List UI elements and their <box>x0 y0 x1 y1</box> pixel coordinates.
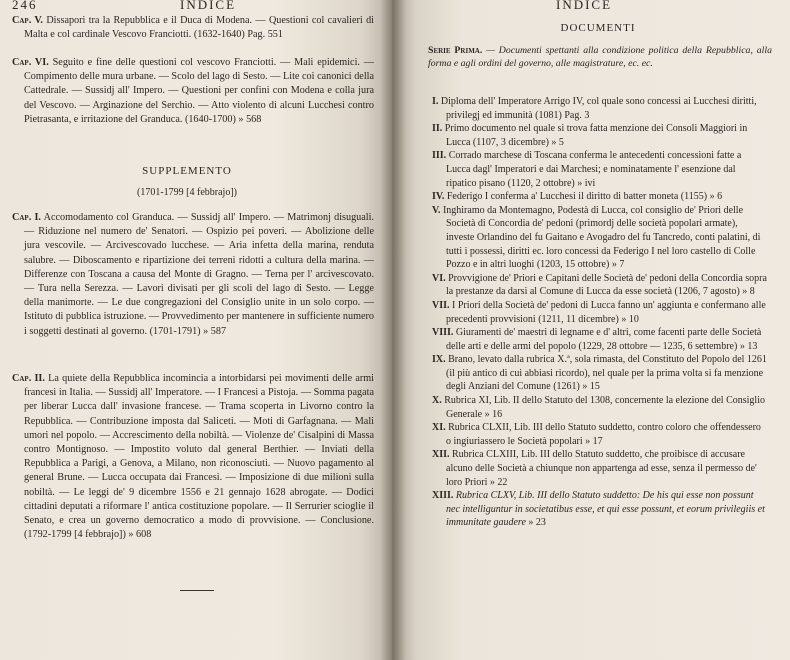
document-entry <box>432 394 768 421</box>
document-page-ref: » 10 <box>621 313 639 325</box>
document-text: Corrado marchese di Toscana conferma le antecedenti concessioni fatte a Lucca dagl' Imperatori e dai Marchesi; e nominatamente l' esenzione dal ripatico pisano (1120, 2 ottobre) <box>446 150 742 189</box>
document-page-ref: » 15 <box>582 381 600 393</box>
supplement-title: SUPPLEMENTO <box>142 165 232 177</box>
entry-label: Cap. I. <box>12 212 41 223</box>
entry-text: Seguito e fine delle questioni col vescovo Franciotti. — Mali epidemici. — Compimento delle mura urbane. — Scolo del lago di Sesto. — Lite coi canonici della Cattedrale. — Sussidj all' Impero. — Questioni per confini con Modena e colla jura del Vescovo. — Arginazione del Serchio. — Atto violento di alcuni Lucchesi contro Pietrasanta, e irritazione del Granduca. (1640-1700) <box>24 57 374 125</box>
document-number: VII. <box>432 299 450 311</box>
supplement-entry-cap-ii <box>12 372 374 542</box>
index-entry-cap-v <box>12 14 374 42</box>
document-page-ref: » 17 <box>585 435 603 447</box>
entry-page-ref: » 587 <box>203 325 227 337</box>
document-entry <box>432 272 768 299</box>
page-number: 246 <box>12 0 38 12</box>
series-heading <box>428 44 772 70</box>
document-number: X. <box>432 395 442 407</box>
document-page-ref: Pag. 3 <box>564 109 590 121</box>
document-page-ref: » 16 <box>484 408 503 420</box>
series-label: Serie Prima. <box>428 45 483 56</box>
document-number: V. <box>432 204 441 216</box>
document-entry <box>432 353 768 394</box>
document-entry <box>432 95 768 122</box>
book-gutter <box>380 0 406 660</box>
document-text: I Priori della Società de' pedoni di Lucca fanno un' aggiunta e confermano alle precedenti provvisioni (1211, 11 dicembre) <box>446 299 766 325</box>
document-entry <box>432 448 768 489</box>
document-number: VI. <box>432 272 446 284</box>
document-page-ref: » 23 <box>528 517 546 529</box>
document-number: II. <box>432 123 443 135</box>
supplement-dates: (1701-1799 [4 febbrajo]) <box>137 187 237 198</box>
document-page-ref: » 6 <box>709 191 723 203</box>
document-entry <box>432 489 768 530</box>
document-text: Brano, levato dalla rubrica X.ª, sola rimasta, del Constituto del Popolo del 1261 (il più antico di cui abbiasi ricordo), nel quale per la prima volta si fa menzione degli Anziani del Comune (1261) <box>446 354 767 393</box>
entry-text: La quiete della Repubblica incomincia a intorbidarsi pei movimenti delle armi francesi in Italia. — Sussidj all' Imperatore. — I Francesi a Pistoja. — Somma pagata per liberar Lucca dall' invasione francese. — Trama scoperta in Livorno contro la Repubblica. — Contribuzione imposta dal Saliceti. — Moti di Garfagnana. — Mali umori nel popolo. — Accrescimento della nobiltà. — Violenze de' Cisalpini di Massa contro Montignoso. — Impostito voluto dal general Berthier. — Inviati della Repubblica a Parigi, a Genova, a Milano, non riconosciuti. — Nuovo pagamento al general Brune. — Lucca occupata dai Francesi. — Imposizione di due milioni sulla nobiltà. — Le leggi de' 9 dicembre 1556 e 21 gennajo 1628 abrogate. — Dodici cittadini deputati a riformare l' antica costituzione popolare. — Il Serrurier scioglie il Senato, e crea un governo democratico a modo di provvisione. — Conclusione. (1792-1799 [4 febbrajo]) <box>24 373 375 541</box>
document-text: Rubrica CLXIII, Lib. III dello Statuto suddetto, che proibisce di accusare alcuno delle Società a chiunque non appartenga ad esse, senza il permesso de' loro Priori <box>446 449 757 488</box>
index-entry-cap-vi <box>12 56 374 127</box>
entry-label: Cap. VI. <box>12 57 49 68</box>
document-page-ref: » 8 <box>742 286 755 298</box>
document-entry <box>432 326 768 353</box>
entry-label: Cap. V. <box>12 15 43 26</box>
entry-label: Cap. II. <box>12 373 45 384</box>
document-number: IX. <box>432 354 446 366</box>
document-entry <box>432 204 768 272</box>
document-text: Rubrica XI, Lib. II dello Statuto del 1308, concernente la elezione del Consiglio Generale <box>444 395 765 420</box>
document-text: Primo documento nel quale si trova fatta menzione dei Consoli Maggiori in Lucca (1107, 3 dicembre) <box>444 123 748 148</box>
document-number: IV. <box>432 191 445 203</box>
right-page <box>392 0 790 660</box>
document-number: XI. <box>432 422 446 434</box>
document-text: Federigo I conferma a' Lucchesi il diritto di batter moneta (1155) <box>446 191 708 203</box>
document-text: Inghiramo da Montemagno, Podestà di Lucca, col consiglio de' Priori delle Società di Concordia de' pedoni (primordj delle società popolari armate), investe Orlandino del fu Gaitano e Avogadro del fu Tancredo, conti palatini, di tutti i possessi, diritti ec. loro concessi da Federigo I nel loro castello di Colle Pozzo e in altri luoghi (1203, 15 ottobre) <box>442 204 761 271</box>
document-number: XIII. <box>432 490 454 502</box>
entry-page-ref: » 608 <box>128 529 152 541</box>
left-page <box>0 0 392 660</box>
document-entry <box>432 421 768 448</box>
entry-text: Dissapori tra la Repubblica e il Duca di Modena. — Questioni col cavalieri di Malta e col cardinale Vescovo Franciotti. (1632-1640) <box>24 15 375 41</box>
running-head-left: INDICE <box>180 0 237 12</box>
document-entry <box>432 299 768 326</box>
running-head-right: INDICE <box>556 0 613 12</box>
document-entry <box>432 122 768 149</box>
series-text: — Documenti spettanti alla condizione politica della Repubblica, alla forma e agli ordini del governo, alle magistrature, ec. ec. <box>428 45 772 69</box>
document-text: Provvigione de' Priori e Capitani delle Società de' pedoni della Concordia sopra la prestanze da darsi al Comune di Lucca da esse società (1206, 7 agosto) <box>446 272 767 298</box>
document-page-ref: » 7 <box>611 259 625 271</box>
document-number: I. <box>432 96 439 107</box>
documents-title: DOCUMENTI <box>560 22 636 34</box>
document-page-ref: » 13 <box>739 340 758 352</box>
entry-page-ref: Pag. 551 <box>247 29 283 41</box>
supplement-entry-cap-i <box>12 211 374 339</box>
documents-list <box>432 95 768 530</box>
document-text: Rubrica CLXV, Lib. III dello Statuto suddetto: De his qui esse non possunt nec intelliguntur in societatibus esse, et qui esse possunt, et eorum privilegiis et immunitate gaudere <box>446 490 765 529</box>
document-page-ref: » 22 <box>489 476 508 488</box>
document-entry <box>432 149 768 190</box>
entry-page-ref: » 568 <box>238 113 262 125</box>
document-page-ref: » 5 <box>551 136 564 148</box>
document-number: VIII. <box>432 327 454 339</box>
end-rule <box>180 590 214 591</box>
document-number: III. <box>432 150 447 162</box>
entry-text: Accomodamento col Granduca. — Sussidj all' Impero. — Matrimonj disuguali. — Riduzione nel numero de' Senatori. — Ospizio pei poveri. — Abolizione delle jura vescovile. — Arcivescovado lucchese. — Aria infetta della marina, renduta salubre. — Diboscamento e ripartizione dei terreni ridotti a cultura della marina. — Differenze con Toscana a causa del Monte di Gragno. — Terna per l' arcivescovato. — Tura nella Serezza. — Lavori divisati per gli scoli del lago di Sesto. — Legge della manimorte. — Le due congregazioni del Consiglio unite in un solo corpo. — Istituto di pubblica istruzione. — Provvedimento per mantenere in sufficiente numero i soggetti destinati al governo. (1701-1791) <box>24 212 374 337</box>
document-page-ref: » ivi <box>577 177 596 189</box>
document-text: Rubrica CLXII, Lib. III dello Statuto suddetto, contro coloro che offendessero o ingiuriassero le Società popolari <box>446 422 761 447</box>
document-text: Diploma dell' Imperatore Arrigo IV, col quale sono concessi ai Lucchesi diritti, privilegj ed immunità (1081) <box>440 96 757 121</box>
document-entry <box>432 190 768 204</box>
document-text: Giuramenti de' maestri di legname e d' altri, come facenti parte delle Società delle arti e delle armi del popolo (1229, 28 ottobre — 1235, 6 settembre) <box>446 327 762 352</box>
document-number: XII. <box>432 449 450 461</box>
